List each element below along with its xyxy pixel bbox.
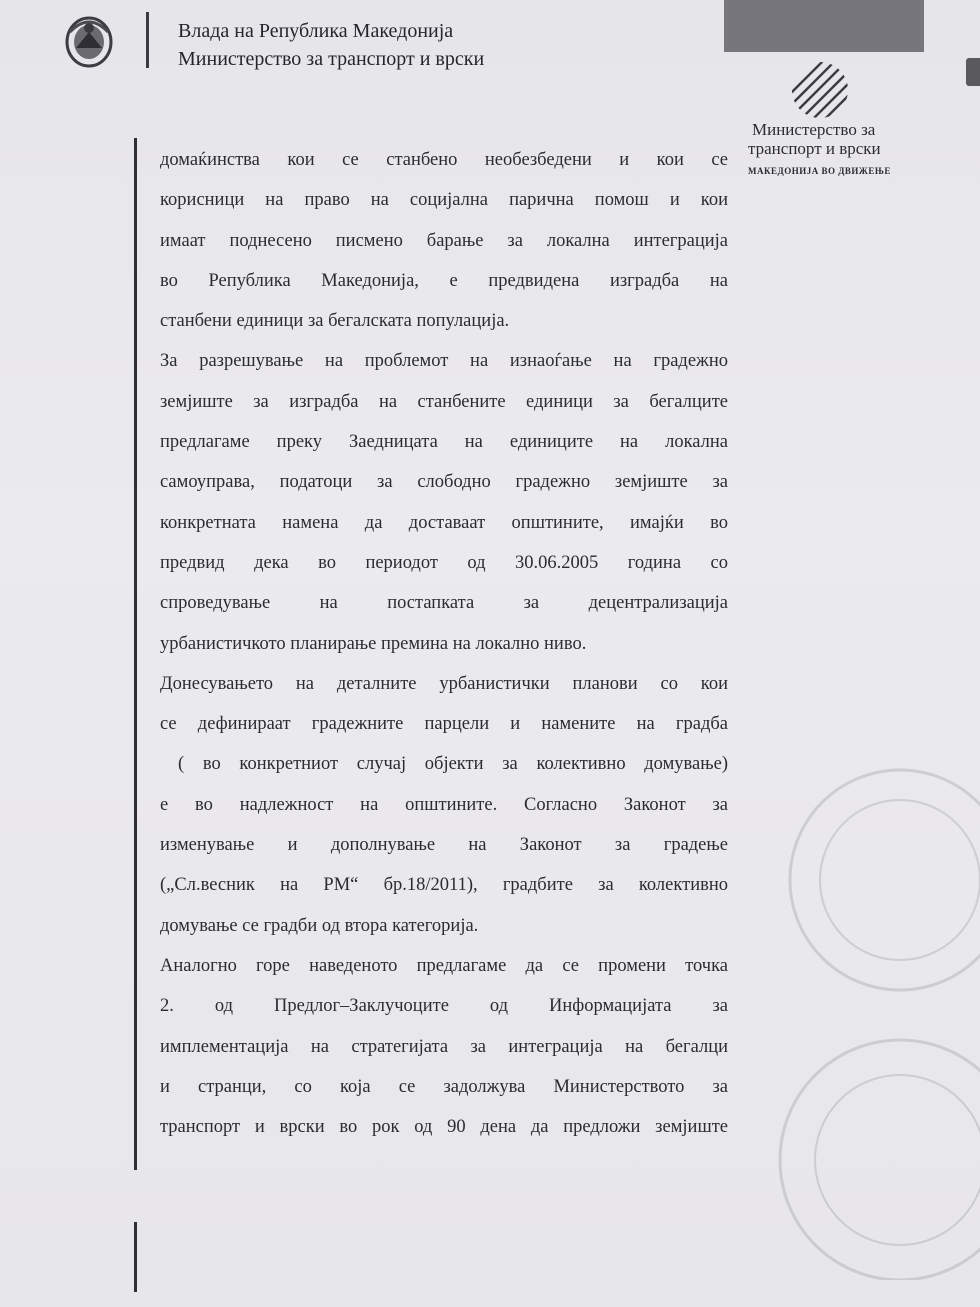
- body-line: предлагаме преку Заедницата на единиците на локална: [160, 432, 728, 453]
- body-line: е во надлежност на општините. Согласно Законот за: [160, 794, 728, 815]
- body-line: спроведување на постапката за децентрализација: [160, 593, 728, 614]
- body-line: домаќинства кои се станбено необезбедени и кои се: [160, 150, 728, 170]
- body-line: („Сл.весник на РМ“ бр.18/2011), градбите за колективно: [160, 875, 728, 896]
- body-line: домување се градби од втора категорија.: [160, 915, 479, 936]
- body-line: корисници на право на социјална парична помош и кои: [160, 190, 728, 211]
- body-line: транспорт и врски во рок од 90 дена да предложи земјиште: [160, 1117, 728, 1138]
- page-edge-mark: [966, 58, 980, 86]
- body-line: конкретната намена да доставаат општините, имајќи во: [160, 512, 728, 533]
- body-line: Донесувањето на деталните урбанистички планови со кои: [160, 673, 728, 694]
- brand-slogan: МАКЕДОНИЈА ВО ДВИЖЕЊЕ: [748, 166, 891, 176]
- margin-rule: [134, 138, 137, 1170]
- body-line: 2. од Предлог–Заклучоците од Информацијата за: [160, 996, 728, 1017]
- body-line: земјиште за изградба на станбените единици за бегалците: [160, 391, 728, 412]
- body-line: во Република Македонија, е предвидена изградба на: [160, 270, 728, 291]
- body-line: самоуправа, податоци за слободно градежно земјиште за: [160, 472, 728, 493]
- watermark-seal-icon: [720, 760, 980, 1280]
- brand-name-line2: транспорт и врски: [748, 139, 881, 158]
- government-title: Влада на Република Македонија: [178, 20, 454, 42]
- brand-name-line1: Министерство за: [752, 120, 876, 139]
- ministry-title: Министерство за транспорт и врски: [178, 48, 485, 70]
- header-divider: [146, 12, 149, 68]
- body-line: имаат поднесено писмено барање за локална интеграција: [160, 230, 728, 251]
- body-line: станбени единици за бегалската популација.: [160, 311, 510, 332]
- body-line: и странци, со која се задолжува Министерството за: [160, 1076, 728, 1097]
- body-line: се дефинираат градежните парцели и намените на градба: [160, 714, 728, 735]
- body-line: предвид дека во периодот од 30.06.2005 година со: [160, 552, 728, 573]
- margin-rule-lower: [134, 1222, 137, 1292]
- document-body: [160, 140, 728, 1147]
- body-line: ( во конкретниот случај објекти за колективно домување): [178, 754, 728, 775]
- body-line: имплементација на стратегијата за интеграција на бегалци: [160, 1036, 728, 1057]
- body-line: урбанистичкото планирање премина на локално ниво.: [160, 633, 587, 654]
- body-line: За разрешување на проблемот на изнаоѓање на градежно: [160, 351, 728, 372]
- ministry-logo-icon: [790, 60, 850, 120]
- gray-tab: [724, 0, 924, 52]
- coat-of-arms-icon: [64, 12, 114, 68]
- body-line: изменување и дополнување на Законот за градење: [160, 835, 728, 856]
- body-line: Аналогно горе наведеното предлагаме да се промени точка: [160, 955, 728, 976]
